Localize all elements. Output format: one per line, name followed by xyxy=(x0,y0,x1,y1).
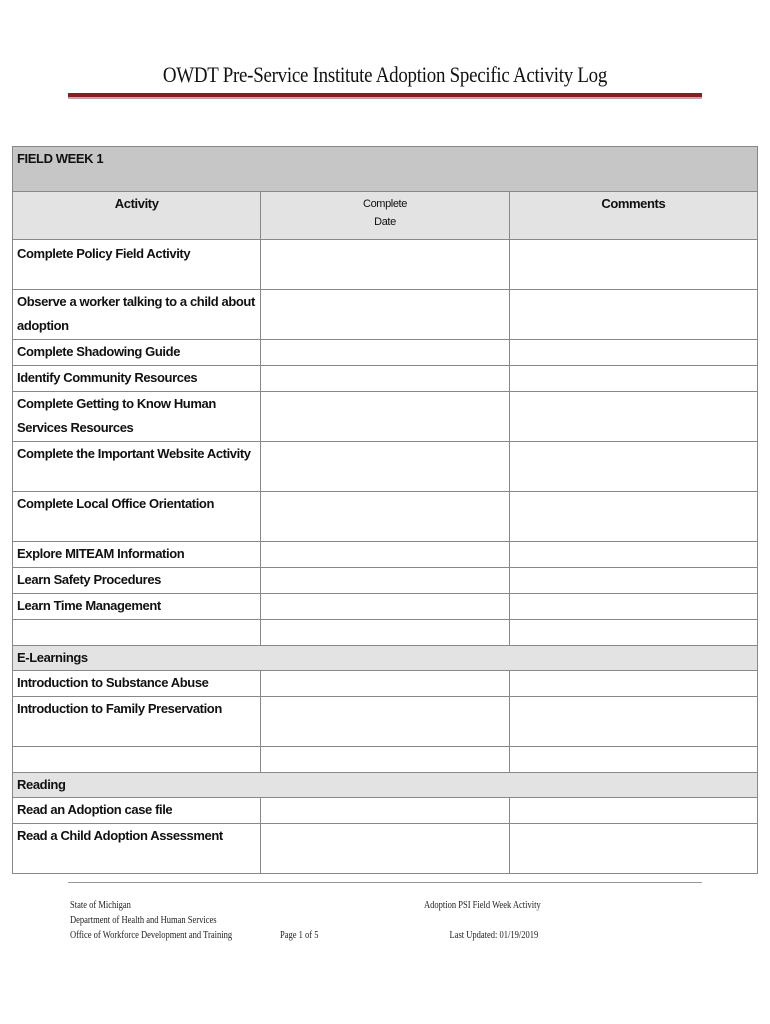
complete-date-cell[interactable] xyxy=(261,290,509,340)
comments-cell[interactable] xyxy=(509,824,757,874)
table-row-empty xyxy=(13,620,758,646)
complete-date-cell[interactable] xyxy=(261,671,509,697)
complete-date-header-line1: Complete xyxy=(363,198,407,210)
comments-cell[interactable] xyxy=(509,542,757,568)
comments-cell[interactable] xyxy=(509,671,757,697)
complete-date-cell[interactable] xyxy=(261,568,509,594)
table-row xyxy=(13,824,758,874)
activity-cell: Complete the Important Website Activity xyxy=(13,442,261,492)
activity-cell: Learn Safety Procedures xyxy=(13,568,261,594)
activity-cell: Read an Adoption case file xyxy=(13,798,261,824)
footer-last-updated: Last Updated: 01/19/2019 xyxy=(449,930,539,941)
footer-right xyxy=(424,898,541,943)
complete-date-cell[interactable] xyxy=(261,366,509,392)
activity-cell: Read a Child Adoption Assessment xyxy=(13,824,261,874)
reading-section-label: Reading xyxy=(13,773,758,798)
table-row xyxy=(13,290,758,340)
activity-cell: Complete Policy Field Activity xyxy=(13,240,261,290)
activity-cell: Observe a worker talking to a child about adoption xyxy=(13,290,261,340)
activity-log-table xyxy=(12,146,758,874)
table-row xyxy=(13,366,758,392)
comments-cell[interactable] xyxy=(509,340,757,366)
table-row xyxy=(13,697,758,747)
activity-cell: Introduction to Family Preservation xyxy=(13,697,261,747)
footer-center xyxy=(280,928,318,943)
table-row xyxy=(13,568,758,594)
complete-date-column-header xyxy=(261,192,509,240)
comments-cell[interactable] xyxy=(509,620,757,646)
comments-column-header: Comments xyxy=(509,192,757,240)
complete-date-cell[interactable] xyxy=(261,747,509,773)
week-label: FIELD WEEK 1 xyxy=(13,147,758,192)
activity-cell: Complete Shadowing Guide xyxy=(13,340,261,366)
table-row xyxy=(13,340,758,366)
complete-date-cell[interactable] xyxy=(261,340,509,366)
comments-cell[interactable] xyxy=(509,366,757,392)
activity-cell[interactable] xyxy=(13,747,261,773)
table-row xyxy=(13,542,758,568)
complete-date-cell[interactable] xyxy=(261,392,509,442)
complete-date-cell[interactable] xyxy=(261,798,509,824)
activity-cell: Introduction to Substance Abuse xyxy=(13,671,261,697)
table-row xyxy=(13,594,758,620)
complete-date-cell[interactable] xyxy=(261,620,509,646)
activity-cell: Identify Community Resources xyxy=(13,366,261,392)
table-row xyxy=(13,240,758,290)
activity-cell: Complete Getting to Know Human Services Resources xyxy=(13,392,261,442)
comments-cell[interactable] xyxy=(509,747,757,773)
table-row xyxy=(13,492,758,542)
complete-date-header-line2: Date xyxy=(374,216,396,228)
table-row xyxy=(13,442,758,492)
document-title: OWDT Pre-Service Institute Adoption Specific Activity Log xyxy=(162,62,608,87)
title-divider xyxy=(68,93,702,99)
comments-cell[interactable] xyxy=(509,442,757,492)
complete-date-cell[interactable] xyxy=(261,542,509,568)
comments-cell[interactable] xyxy=(509,697,757,747)
comments-cell[interactable] xyxy=(509,492,757,542)
complete-date-cell[interactable] xyxy=(261,240,509,290)
comments-cell[interactable] xyxy=(509,240,757,290)
elearnings-section-label: E-Learnings xyxy=(13,646,758,671)
comments-cell[interactable] xyxy=(509,798,757,824)
activity-cell[interactable] xyxy=(13,620,261,646)
comments-cell[interactable] xyxy=(509,568,757,594)
footer-office: Office of Workforce Development and Training xyxy=(70,930,233,941)
elearnings-section-row xyxy=(13,646,758,671)
footer-left xyxy=(70,898,232,943)
complete-date-cell[interactable] xyxy=(261,824,509,874)
footer-department: Department of Health and Human Services xyxy=(70,915,217,926)
footer-doc-name: Adoption PSI Field Week Activity xyxy=(424,900,541,911)
activity-cell: Learn Time Management xyxy=(13,594,261,620)
table-row xyxy=(13,671,758,697)
complete-date-cell[interactable] xyxy=(261,697,509,747)
column-header-row xyxy=(13,192,758,240)
reading-section-row xyxy=(13,773,758,798)
table-row xyxy=(13,392,758,442)
complete-date-cell[interactable] xyxy=(261,492,509,542)
comments-cell[interactable] xyxy=(509,594,757,620)
footer-state: State of Michigan xyxy=(70,900,131,911)
complete-date-cell[interactable] xyxy=(261,442,509,492)
activity-cell: Complete Local Office Orientation xyxy=(13,492,261,542)
footer-divider xyxy=(68,882,702,883)
week-header-row xyxy=(13,147,758,192)
table-row-empty xyxy=(13,747,758,773)
complete-date-cell[interactable] xyxy=(261,594,509,620)
comments-cell[interactable] xyxy=(509,392,757,442)
activity-column-header: Activity xyxy=(13,192,261,240)
comments-cell[interactable] xyxy=(509,290,757,340)
table-row xyxy=(13,798,758,824)
page-number: Page 1 of 5 xyxy=(280,930,319,941)
activity-cell: Explore MITEAM Information xyxy=(13,542,261,568)
